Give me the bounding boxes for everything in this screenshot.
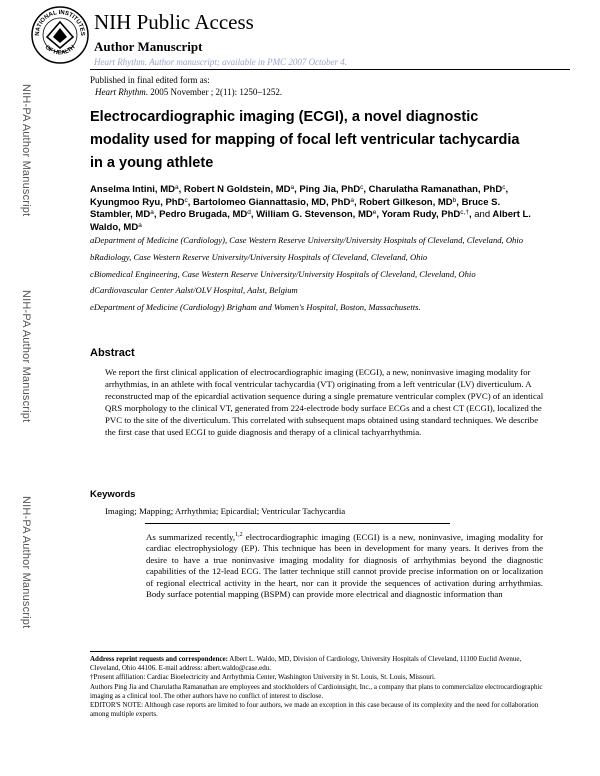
keywords-text: Imaging; Mapping; Arrhythmia; Epicardial; Ventricular Tachycardia: [105, 506, 346, 516]
citation-details: . 2005 November ; 2(11): 1250–1252.: [145, 87, 283, 97]
footnotes: [90, 655, 550, 719]
author: Robert Gilkeson, MD: [359, 196, 453, 208]
author: Albert L. Waldo, MD: [90, 209, 531, 233]
article-title: Electrocardiographic imaging (ECGI), a novel diagnostic modality used for mapping of focal left ventricular tachycardia in a young athlete: [90, 109, 520, 171]
footnote-reprint: Address reprint requests and correspondence: Albert L. Waldo, MD, Division of Cardiology, University Hospitals of Cleveland, 11100 Euclid Avenue, Cleveland, Ohio 44106. E-mail address: albert.waldo@case.edu.: [90, 655, 522, 673]
svg-text:OF HEALTH: [44, 45, 77, 57]
authors-and: and: [474, 209, 491, 221]
footnote-rule: [90, 651, 200, 652]
author: Pedro Brugada, MD: [159, 209, 248, 221]
author-list: Anselma Intini, $MD^a$, Robert N Goldstein, $MD^a$, Ping Jia, PhD$^c$, Charulatha Ramanathan, PhD$^c$, Kyungmoo Ryu, PhD$^c$, Bartolomeo Giannattasio, MD, PhD$^a$, Robert Gilkeson, $MD^b$, Bruce S. Stambler, $MD^a$, Pedro Brugada, $MD^d$, William G. Stevenson, MDe, Yoram Rudy, PhD$^{c,\dagger}$, and Albert L. Waldo, $MD^a$: [90, 184, 531, 233]
side-label-1: NIH-PA Author Manuscript: [20, 84, 32, 217]
author: Yoram Rudy, PhD: [381, 209, 461, 221]
author: Anselma Intini, MD: [90, 184, 175, 195]
author: William G. Stevenson, MD: [256, 209, 373, 221]
header-subtitle: Author Manuscript: [94, 39, 203, 54]
affiliation-item: bRadiology, Case Western Reserve University/University Hospitals of Cleveland, Cleveland, Ohio: [90, 251, 428, 262]
availability-note: Heart Rhythm. Author manuscript; available in PMC 2007 October 4.: [94, 57, 348, 67]
abstract-heading: Abstract: [90, 347, 135, 359]
author: Bartolomeo Giannattasio, MD, PhD: [193, 196, 351, 208]
affiliation-item: cBiomedical Engineering, Case Western Reserve University/University Hospitals of Cleveland, Cleveland, Ohio: [90, 268, 476, 279]
author: Kyungmoo Ryu, PhD: [90, 196, 185, 208]
header-title: NIH Public Access: [94, 10, 254, 34]
section-rule: [145, 523, 450, 524]
author: Ping Jia, PhD: [299, 184, 361, 195]
nih-logo: [30, 5, 90, 65]
author: Bruce S. Stambler, MD: [90, 196, 501, 221]
footnote-disclosure: Authors Ping Jia and Charulatha Ramanathan are employees and stockholders of Cardioinsight, Inc., a company that plans to commercialize electrocardiographic imaging as a clinical tool. The other authors have no conflict of interest to disclose.: [90, 682, 543, 700]
keywords-heading: Keywords: [90, 489, 136, 500]
footnote-editor-note: EDITOR'S NOTE: Although case reports are limited to four authors, we made an exception in this case because of its complexity and the need for collaboration among multiple experts.: [90, 701, 539, 719]
body-paragraph: As summarized recently,$^{1,2}$ electrocardiographic imaging (ECGI) is a new, noninvasive, imaging modality for cardiac electrophysiology (EP). This technique has been in development for many years. It derives from the desire to have a true noninvasive imaging modality for diagnosis of arrhythmias beyond the diagnostic capabilities of the 12-lead ECG. The latter technique still cannot provide precise information on or localization of regional electrical activity in the heart, nor can it provide the sequences of activation during arrhythmias. Body surface potential mapping (BSPM) can provide more electrical and diagnostic information than: [146, 531, 544, 599]
side-label-3: NIH-PA Author Manuscript: [20, 496, 32, 629]
affiliation-item: dCardiovascular Center Aalst/OLV Hospital, Aalst, Belgium: [90, 285, 298, 296]
abstract-text: We report the first clinical application of electrocardiographic imaging (ECGI), a new, noninvasive imaging modality for arrhythmias, in an athlete with focal ventricular tachycardia (VT) originating from a left ventricular (LV) diverticulum. A reconstructed map of the epicardial activation sequence during a single premature ventricular complex (PVC) of an identical QRS morphology to the clinical VT, generated from 224-electrode body surface ECGs and a chest CT (ECGI), localized the PVC to the site of the diverticulum. This correlated with subsequent maps obtained using standard techniques. We describe the first case that used ECGI to guide diagnosis and therapy of a clinical tachyarrhythmia.: [105, 367, 544, 437]
header-rule: [90, 69, 570, 70]
published-line: Published in final edited form as:: [90, 75, 210, 85]
affiliations: [90, 235, 550, 319]
affiliation-item: eDepartment of Medicine (Cardiology) Brigham and Women's Hospital, Boston, Massachusetts.: [90, 302, 421, 313]
affiliation-item: aDepartment of Medicine (Cardiology), Case Western Reserve University/University Hospitals of Cleveland, Cleveland, Ohio: [90, 235, 524, 245]
logo-text-bottom: OF HEALTH: [43, 44, 77, 57]
author: Robert N Goldstein, MD: [183, 184, 291, 195]
reference-marker: 1,2: [235, 532, 243, 538]
citation: [95, 87, 282, 97]
side-label-2: NIH-PA Author Manuscript: [20, 290, 32, 423]
author: Charulatha Ramanathan, PhD: [368, 184, 503, 195]
logo-text-top: NATIONAL INSTITUTES: [34, 9, 86, 37]
citation-journal: Heart Rhythm: [95, 87, 146, 97]
footnote-present-affiliation: †Present affiliation: Cardiac Bioelectricity and Arrhythmia Center, Washington University in St. Louis, St. Louis, Missouri.: [90, 673, 436, 682]
